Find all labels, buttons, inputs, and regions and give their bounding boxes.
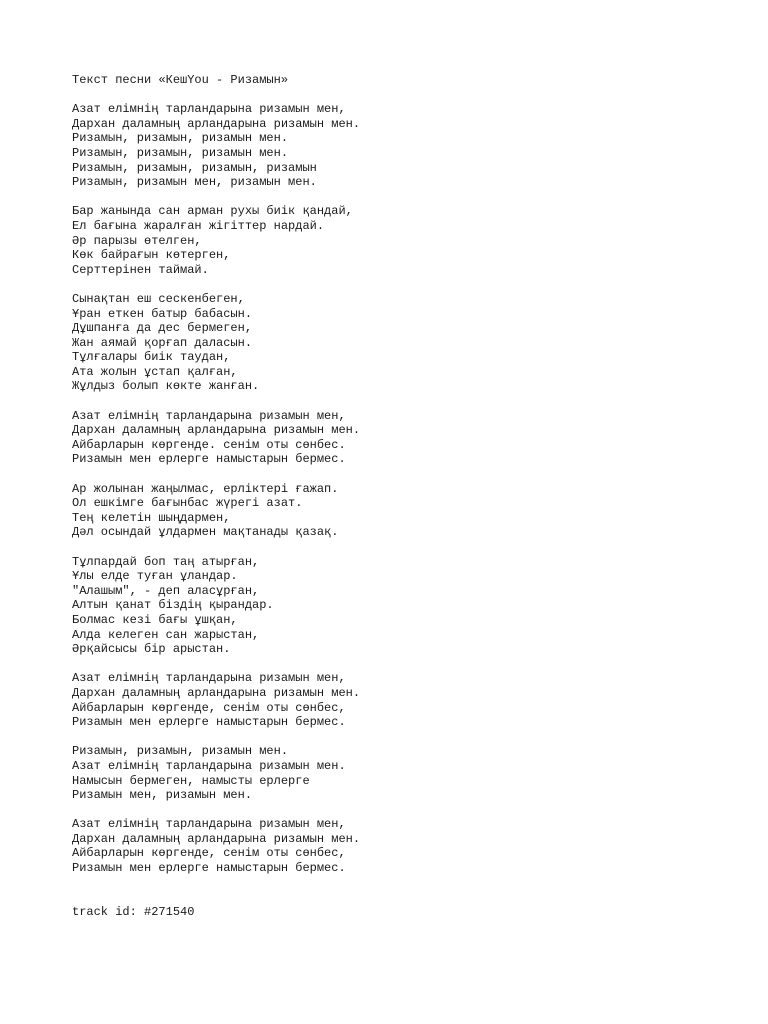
lyric-line: Ризамын, ризамын, ризамын мен. xyxy=(72,145,289,160)
lyric-line: Ризамын мен ерлерге намыстарын бермес. xyxy=(72,715,346,730)
lyric-line: Айбарларын көргенде, сенім оты сөнбес, xyxy=(72,846,346,861)
lyric-line: Ұлы елде туған ұландар. xyxy=(72,569,238,584)
stanza xyxy=(72,204,752,277)
lyric-line: Жұлдыз болып көкте жанған. xyxy=(72,379,260,394)
lyric-line: Әрқайсысы бір арыстан. xyxy=(72,642,231,657)
stanza xyxy=(72,744,752,802)
lyric-line: Алда келеген сан жарыстан, xyxy=(72,627,260,642)
stanza xyxy=(72,671,752,729)
lyric-line: Ризамын, ризамын, ризамын, ризамын xyxy=(72,160,317,175)
lyric-line: Ризамын мен ерлерге намыстарын бермес. xyxy=(72,861,346,876)
lyric-line: Азат елімнің тарландарына ризамын мен, xyxy=(72,408,346,423)
lyric-line: Ар жолынан жаңылмас, ерліктері ғажап. xyxy=(72,481,339,496)
stanza xyxy=(72,555,752,657)
lyric-line: Айбарларын көргенде, сенім оты сөнбес, xyxy=(72,700,346,715)
lyric-line: Ризамын мен, ризамын мен. xyxy=(72,788,253,803)
stanza xyxy=(72,292,752,394)
lyric-line: Айбарларын көргенде. сенім оты сөнбес. xyxy=(72,437,346,452)
lyric-line: Азат елімнің тарландарына ризамын мен, xyxy=(72,817,346,832)
lyric-line: Болмас кезі бағы ұшқан, xyxy=(72,612,238,627)
stanza xyxy=(72,817,752,875)
lyric-line: "Алашым", - деп аласұрған, xyxy=(72,583,260,598)
lyric-line: Бар жанында сан арман рухы биік қандай, xyxy=(72,204,353,219)
lyric-line: Серттерінен таймай. xyxy=(72,262,209,277)
stanza xyxy=(72,409,752,467)
lyric-line: Сынақтан еш сескенбеген, xyxy=(72,291,245,306)
lyric-line: Азат елімнің тарландарына ризамын мен. xyxy=(72,758,346,773)
lyric-line: Дәл осындай ұлдармен мақтанады қазақ. xyxy=(72,525,339,540)
lyric-line: Дұшпанға да дес бермеген, xyxy=(72,321,253,336)
lyric-line: Дархан даламның арландарына ризамын мен. xyxy=(72,685,361,700)
lyric-line: Ата жолын ұстап қалған, xyxy=(72,364,238,379)
lyric-line: Азат елімнің тарландарына ризамын мен, xyxy=(72,102,346,117)
lyric-line: Жан аямай қорғап даласын. xyxy=(72,335,253,350)
lyric-line: Ризамын, ризамын, ризамын мен. xyxy=(72,131,289,146)
lyric-line: Ризамын мен ерлерге намыстарын бермес. xyxy=(72,452,346,467)
lyric-line: Ризамын, ризамын, ризамын мен. xyxy=(72,744,289,759)
lyric-line: Ұран еткен батыр бабасын. xyxy=(72,306,253,321)
lyrics-body xyxy=(72,102,752,875)
stanza xyxy=(72,482,752,540)
lyric-line: Тең келетін шыңдармен, xyxy=(72,510,231,525)
lyric-line: Намысын бермеген, намысты ерлерге xyxy=(72,773,310,788)
lyrics-document xyxy=(72,73,752,919)
lyric-line: Дархан даламның арландарына ризамын мен. xyxy=(72,831,361,846)
lyric-line: Дархан даламның арландарына ризамын мен. xyxy=(72,116,361,131)
lyric-line: Тұлпардай боп таң атырған, xyxy=(72,554,260,569)
lyric-line: Әр парызы өтелген, xyxy=(72,233,202,248)
page-title: Текст песни «КешYou - Ризамын» xyxy=(72,73,289,87)
track-id: track id: #271540 xyxy=(72,904,195,919)
lyric-line: Алтын қанат біздің қырандар. xyxy=(72,598,274,613)
stanza xyxy=(72,102,752,190)
lyric-line: Азат елімнің тарландарына ризамын мен, xyxy=(72,671,346,686)
lyric-line: Дархан даламның арландарына ризамын мен. xyxy=(72,423,361,438)
lyric-line: Көк байрағын көтерген, xyxy=(72,248,231,263)
lyric-line: Ризамын, ризамын мен, ризамын мен. xyxy=(72,175,317,190)
lyric-line: Ол ешкімге бағынбас жүрегі азат. xyxy=(72,496,303,511)
lyric-line: Ел бағына жаралған жігіттер нардай. xyxy=(72,218,325,233)
lyric-line: Тұлғалары биік таудан, xyxy=(72,350,231,365)
